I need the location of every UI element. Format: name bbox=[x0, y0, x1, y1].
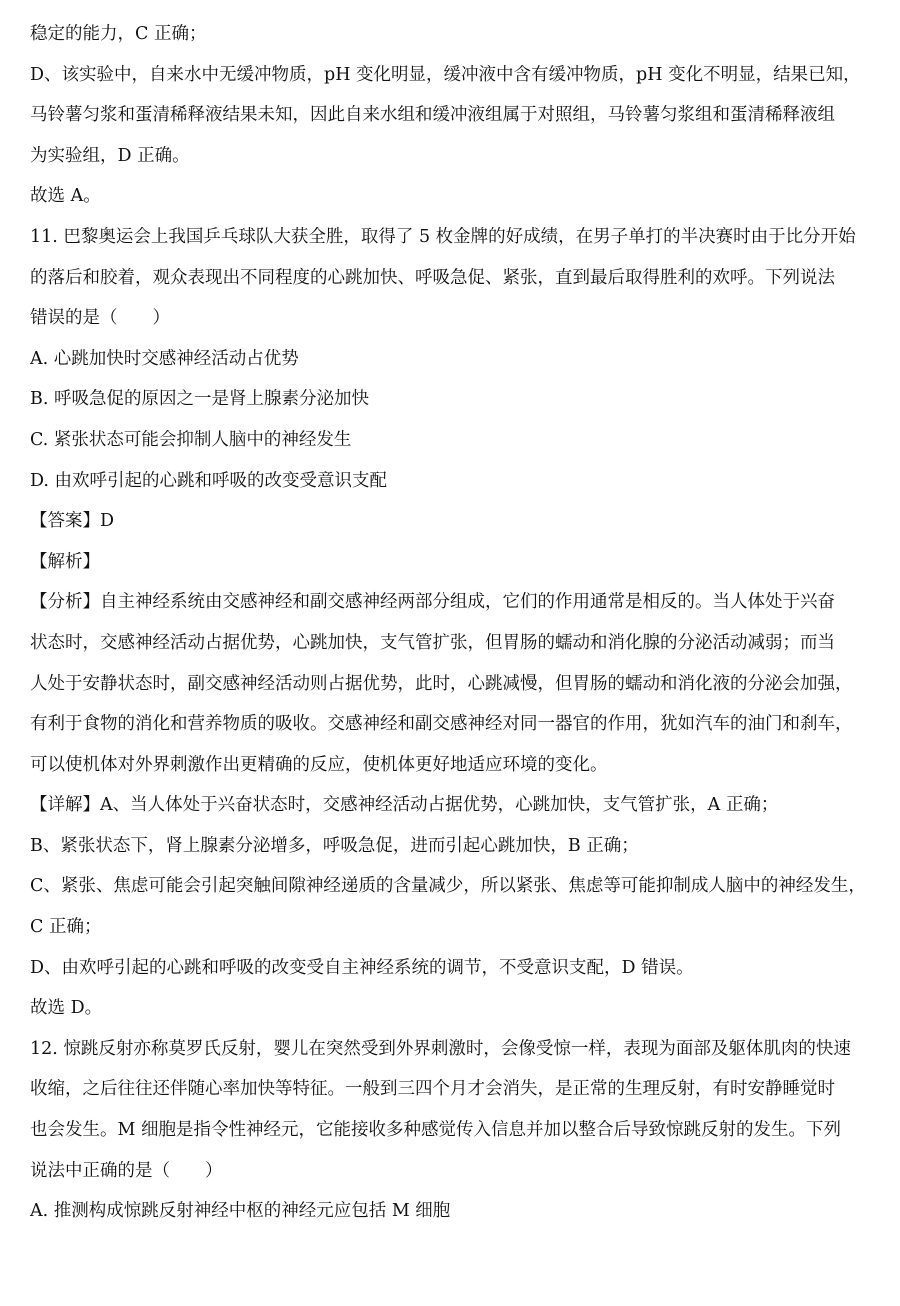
option-a: A. 心跳加快时交感神经活动占优势 bbox=[30, 348, 299, 369]
detail-line: D、由欢呼引起的心跳和呼吸的改变受自主神经系统的调节，不受意识支配，D 错误。 bbox=[30, 957, 694, 978]
text-line: 为实验组，D 正确。 bbox=[30, 145, 190, 166]
option-b: B. 呼吸急促的原因之一是肾上腺素分泌加快 bbox=[30, 389, 369, 410]
text-line: 故选 A。 bbox=[30, 186, 101, 207]
question-12-line: 也会发生。M 细胞是指令性神经元，它能接收多种感觉传入信息并加以整合后导致惊跳反射的发生。下列 bbox=[30, 1120, 841, 1141]
text-line: D、该实验中，自来水中无缓冲物质，pH 变化明显，缓冲液中含有缓冲物质，pH 变化不明显，结果已知， bbox=[30, 64, 861, 85]
option-d: D. 由欢呼引起的心跳和呼吸的改变受意识支配 bbox=[30, 470, 388, 491]
text-line: 马铃薯匀浆和蛋清稀释液结果未知，因此自来水组和缓冲液组属于对照组，马铃薯匀浆组和蛋清稀释液组 bbox=[30, 105, 835, 126]
text-line: 稳定的能力，C 正确； bbox=[30, 24, 207, 44]
detail-line: B、紧张状态下，肾上腺素分泌增多，呼吸急促，进而引起心跳加快，B 正确； bbox=[30, 835, 639, 856]
question-11-line: 错误的是（ ） bbox=[30, 308, 170, 329]
choice-line: 故选 D。 bbox=[30, 998, 103, 1019]
question-11-line: 11. 巴黎奥运会上我国乒乓球队大获全胜，取得了 5 枚金牌的好成绩，在男子单打的半决赛时由于比分开始 bbox=[30, 226, 856, 247]
answer-line: 【答案】D bbox=[30, 511, 115, 532]
detail-line: C 正确； bbox=[30, 917, 102, 938]
question-12-line: 12. 惊跳反射亦称莫罗氏反射，婴儿在突然受到外界刺激时，会像受惊一样，表现为面部及躯体肌肉的快速 bbox=[30, 1038, 851, 1059]
question-11-line: 的落后和胶着，观众表现出不同程度的心跳加快、呼吸急促、紧张，直到最后取得胜利的欢呼。下列说法 bbox=[30, 267, 835, 288]
question-12-line: 收缩，之后往往还伴随心率加快等特征。一般到三四个月才会消失，是正常的生理反射，有时安静睡觉时 bbox=[30, 1079, 835, 1100]
analysis-paragraph-line: 人处于安静状态时，副交感神经活动则占据优势，此时，心跳减慢，但胃肠的蠕动和消化液的分泌会加强， bbox=[30, 673, 853, 694]
analysis-paragraph-line: 有利于食物的消化和营养物质的吸收。交感神经和副交感神经对同一器官的作用，犹如汽车的油门和刹车， bbox=[30, 714, 853, 735]
analysis-paragraph-line: 状态时，交感神经活动占据优势，心跳加快，支气管扩张，但胃肠的蠕动和消化腺的分泌活动减弱；而当 bbox=[30, 632, 835, 653]
option-a: A. 推测构成惊跳反射神经中枢的神经元应包括 M 细胞 bbox=[30, 1201, 451, 1222]
detail-line: 【详解】A、当人体处于兴奋状态时，交感神经活动占据优势，心跳加快，支气管扩张，A 正确； bbox=[30, 795, 779, 816]
detail-line: C、紧张、焦虑可能会引起突触间隙神经递质的含量减少，所以紧张、焦虑等可能抑制成人脑中的神经发生， bbox=[30, 876, 866, 897]
question-12-line: 说法中正确的是（ ） bbox=[30, 1160, 223, 1181]
option-c: C. 紧张状态可能会抑制人脑中的神经发生 bbox=[30, 429, 352, 450]
analysis-paragraph-line: 可以使机体对外界刺激作出更精确的反应，使机体更好地适应环境的变化。 bbox=[30, 754, 608, 775]
analysis-heading: 【解析】 bbox=[30, 551, 100, 572]
analysis-paragraph-line: 【分析】自主神经系统由交感神经和副交感神经两部分组成，它们的作用通常是相反的。当人体处于兴奋 bbox=[30, 592, 835, 613]
